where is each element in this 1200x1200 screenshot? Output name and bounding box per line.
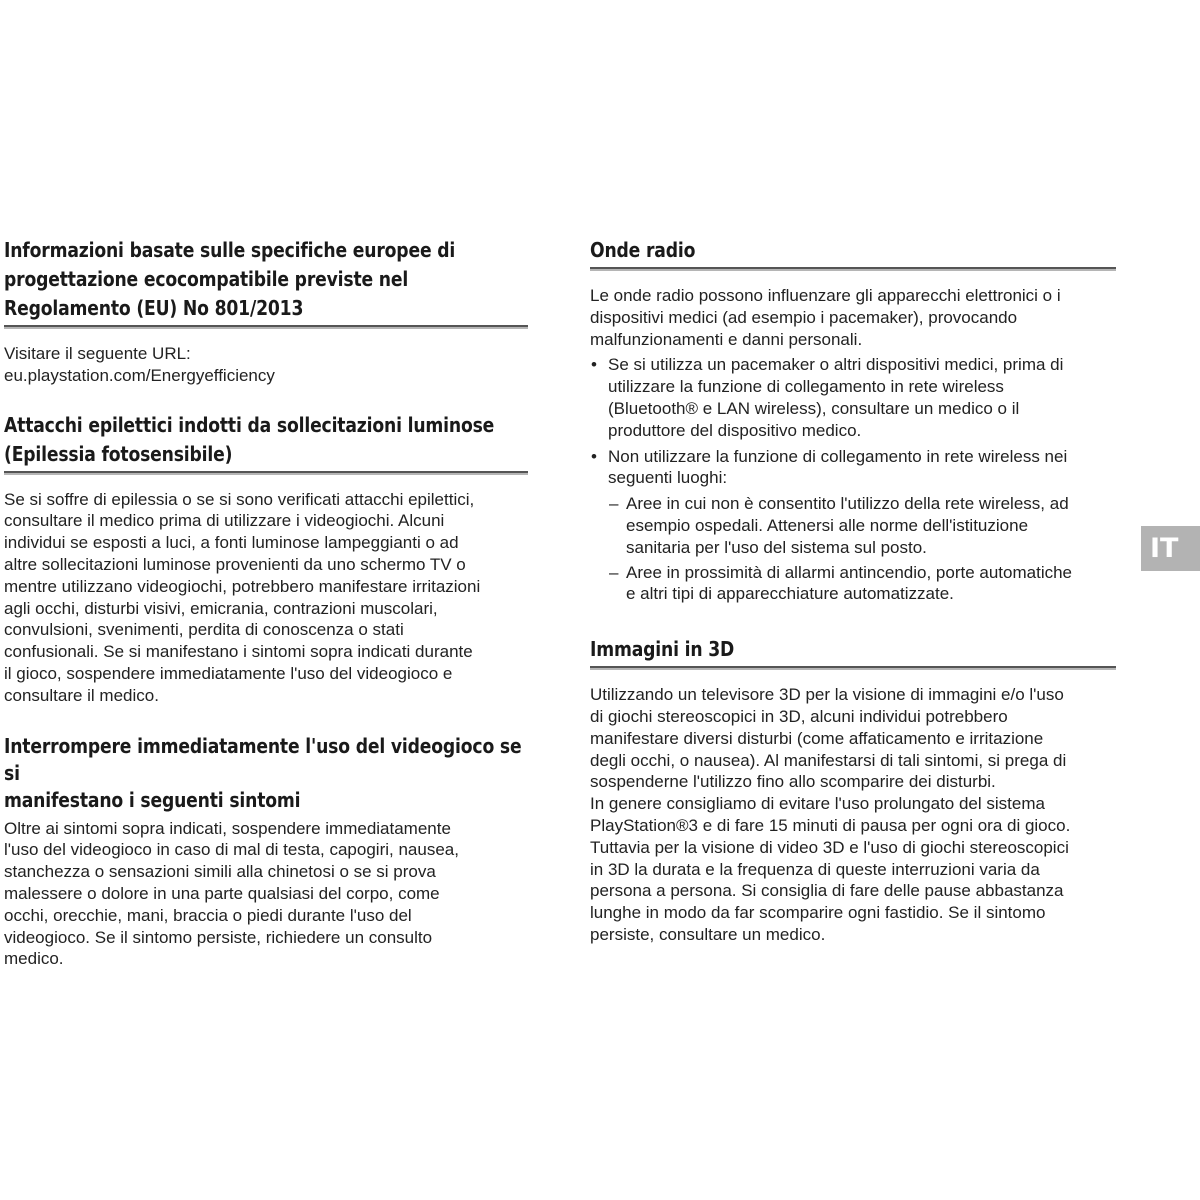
dash-marker: – [609,494,619,514]
dash-item [608,493,1116,558]
epilepsy-body: Se si soffre di epilessia o se si sono verificati attacchi epilettici, consultare il medico prima di utilizzare i videogiochi. Alcuni individui se esposti a luci, a fonti luminose lampeggianti o ad altre sollecitazioni luminose provenienti da uno schermo TV o mentre utilizzano videogiochi, potrebbero manifestare irritazioni agli occhi, disturbi visivi, emicrania, contrazioni muscolari, convulsioni, svenimenti, perdita di conoscenza o stati confusionali. Se si manifestano i sintomi sopra indicati durante il gioco, sospendere immediatamente l'uso del videogioco e consultare il medico. [4,489,481,705]
radio-waves-intro: Le onde radio possono influenzare gli apparecchi elettronici o i dispositivi medici (ad esempio i pacemaker), provocando malfunzionamenti e danni personali. [590,286,1061,349]
bullet-item [590,354,1116,441]
images-3d-heading: Immagini in 3D [590,637,735,662]
radio-waves-bullet-list [590,354,1116,605]
radio-waves-heading: Onde radio [590,238,696,262]
radio-waves-section [590,236,1116,605]
dash-text: Aree in cui non è consentito l'utilizzo della rete wireless, ad esempio ospedali. Attenersi alle norme dell'istituzione sanitaria per l'uso del sistema sul posto. [626,494,1069,557]
right-column [590,236,1116,946]
stop-use-section [4,733,528,971]
stop-use-heading: Interrompere immediatamente l'uso del videogioco se si manifestano i seguenti sintomi [4,733,522,812]
bullet-marker: • [591,446,597,466]
ecodesign-heading: Informazioni basate sulle specifiche europee di progettazione ecocompatibile previste nel Regolamento (EU) No 801/2013 [4,238,456,320]
epilepsy-section [4,411,528,707]
heading-rule [590,267,1116,271]
heading-rule [590,666,1116,670]
epilepsy-heading: Attacchi epilettici indotti da sollecitazioni luminose (Epilessia fotosensibile) [4,412,495,466]
heading-rule [4,325,528,329]
dash-item [608,562,1116,606]
bullet-text: Non utilizzare la funzione di collegamento in rete wireless nei seguenti luoghi: [608,446,1068,488]
images-3d-body: Utilizzando un televisore 3D per la visione di immagini e/o l'uso di giochi stereoscopici in 3D, alcuni individui potrebbero manifestare diversi disturbi (come affaticamento e irritazione degli occhi, o nausea). Al manifestarsi di tali sintomi, si prega di sospenderne l'utilizzo fino allo scomparire dei disturbi. In genere consigliamo di evitare l'uso prolungato del sistema PlayStation®3 e di fare 15 minuti di pausa per ogni ora di gioco. Tuttavia per la visione di video 3D e l'uso di giochi stereoscopici in 3D la durata e la frequenza di queste interruzioni varia da persona a persona. Si consiglia di fare delle pause abbastanza lunghe in modo da far scomparire ogni fastidio. Se il sintomo persiste, consultare un medico. [590,685,1071,944]
ecodesign-section [4,236,528,387]
bullet-item [590,446,1116,606]
ecodesign-body: Visitare il seguente URL: eu.playstation.com/Energyefficiency [4,344,275,385]
left-column [4,236,528,970]
restricted-places-list [608,493,1116,605]
stop-use-body: Oltre ai sintomi sopra indicati, sospendere immediatamente l'uso del videogioco in caso di mal di testa, capogiri, nausea, stanchezza o sensazioni simili alla chinetosi o se si prova malessere o dolore in una parte qualsiasi del corpo, come occhi, orecchie, mani, braccia o piedi durante l'uso del videogioco. Se il sintomo persiste, richiedere un consulto medico. [4,818,459,969]
dash-text: Aree in prossimità di allarmi antincendio, porte automatiche e altri tipi di apparecchiature automatizzate. [626,562,1073,604]
heading-rule [4,471,528,475]
language-tab: IT [1141,526,1200,571]
images-3d-section [590,635,1116,946]
bullet-marker: • [591,355,597,375]
dash-marker: – [609,562,619,582]
bullet-text: Se si utilizza un pacemaker o altri dispositivi medici, prima di utilizzare la funzione di collegamento in rete wireless (Bluetooth® e LAN wireless), consultare un medico o il produttore del dispositivo medico. [608,355,1064,440]
